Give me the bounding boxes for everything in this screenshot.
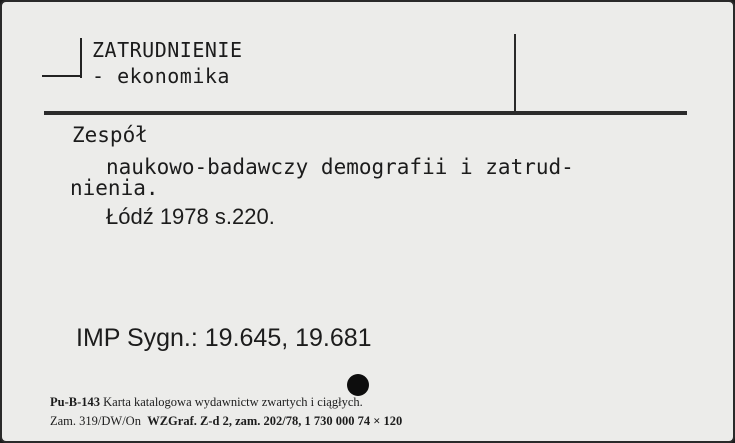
punch-hole: [347, 374, 369, 396]
header-divider: [514, 34, 516, 114]
subject-heading: ZATRUDNIENIE: [92, 38, 243, 62]
header-corner-mark-base: [42, 75, 82, 77]
entry-author: Zespół: [72, 123, 148, 147]
entry-title-line1: naukowo-badawczy demografii i zatrud-: [106, 155, 574, 179]
subject-subheading: - ekonomika: [92, 64, 230, 88]
header-corner-mark: [80, 38, 82, 78]
footer-line1: [50, 395, 363, 410]
header-rule: [44, 111, 687, 115]
entry-title-line2: nienia.: [70, 176, 159, 200]
form-description: Karta katalogowa wydawnictw zwartych i ciągłych.: [103, 395, 363, 409]
form-code: Pu-B-143: [50, 395, 100, 409]
call-number: IMP Sygn.: 19.645, 19.681: [76, 324, 372, 352]
order-reference: Zam. 319/DW/On: [50, 414, 141, 428]
printer-info: WZGraf. Z-d 2, zam. 202/78, 1 730 000 74 × 120: [147, 414, 403, 428]
footer-line2: [50, 414, 402, 429]
entry-imprint: Łódź 1978 s.220.: [106, 204, 275, 229]
